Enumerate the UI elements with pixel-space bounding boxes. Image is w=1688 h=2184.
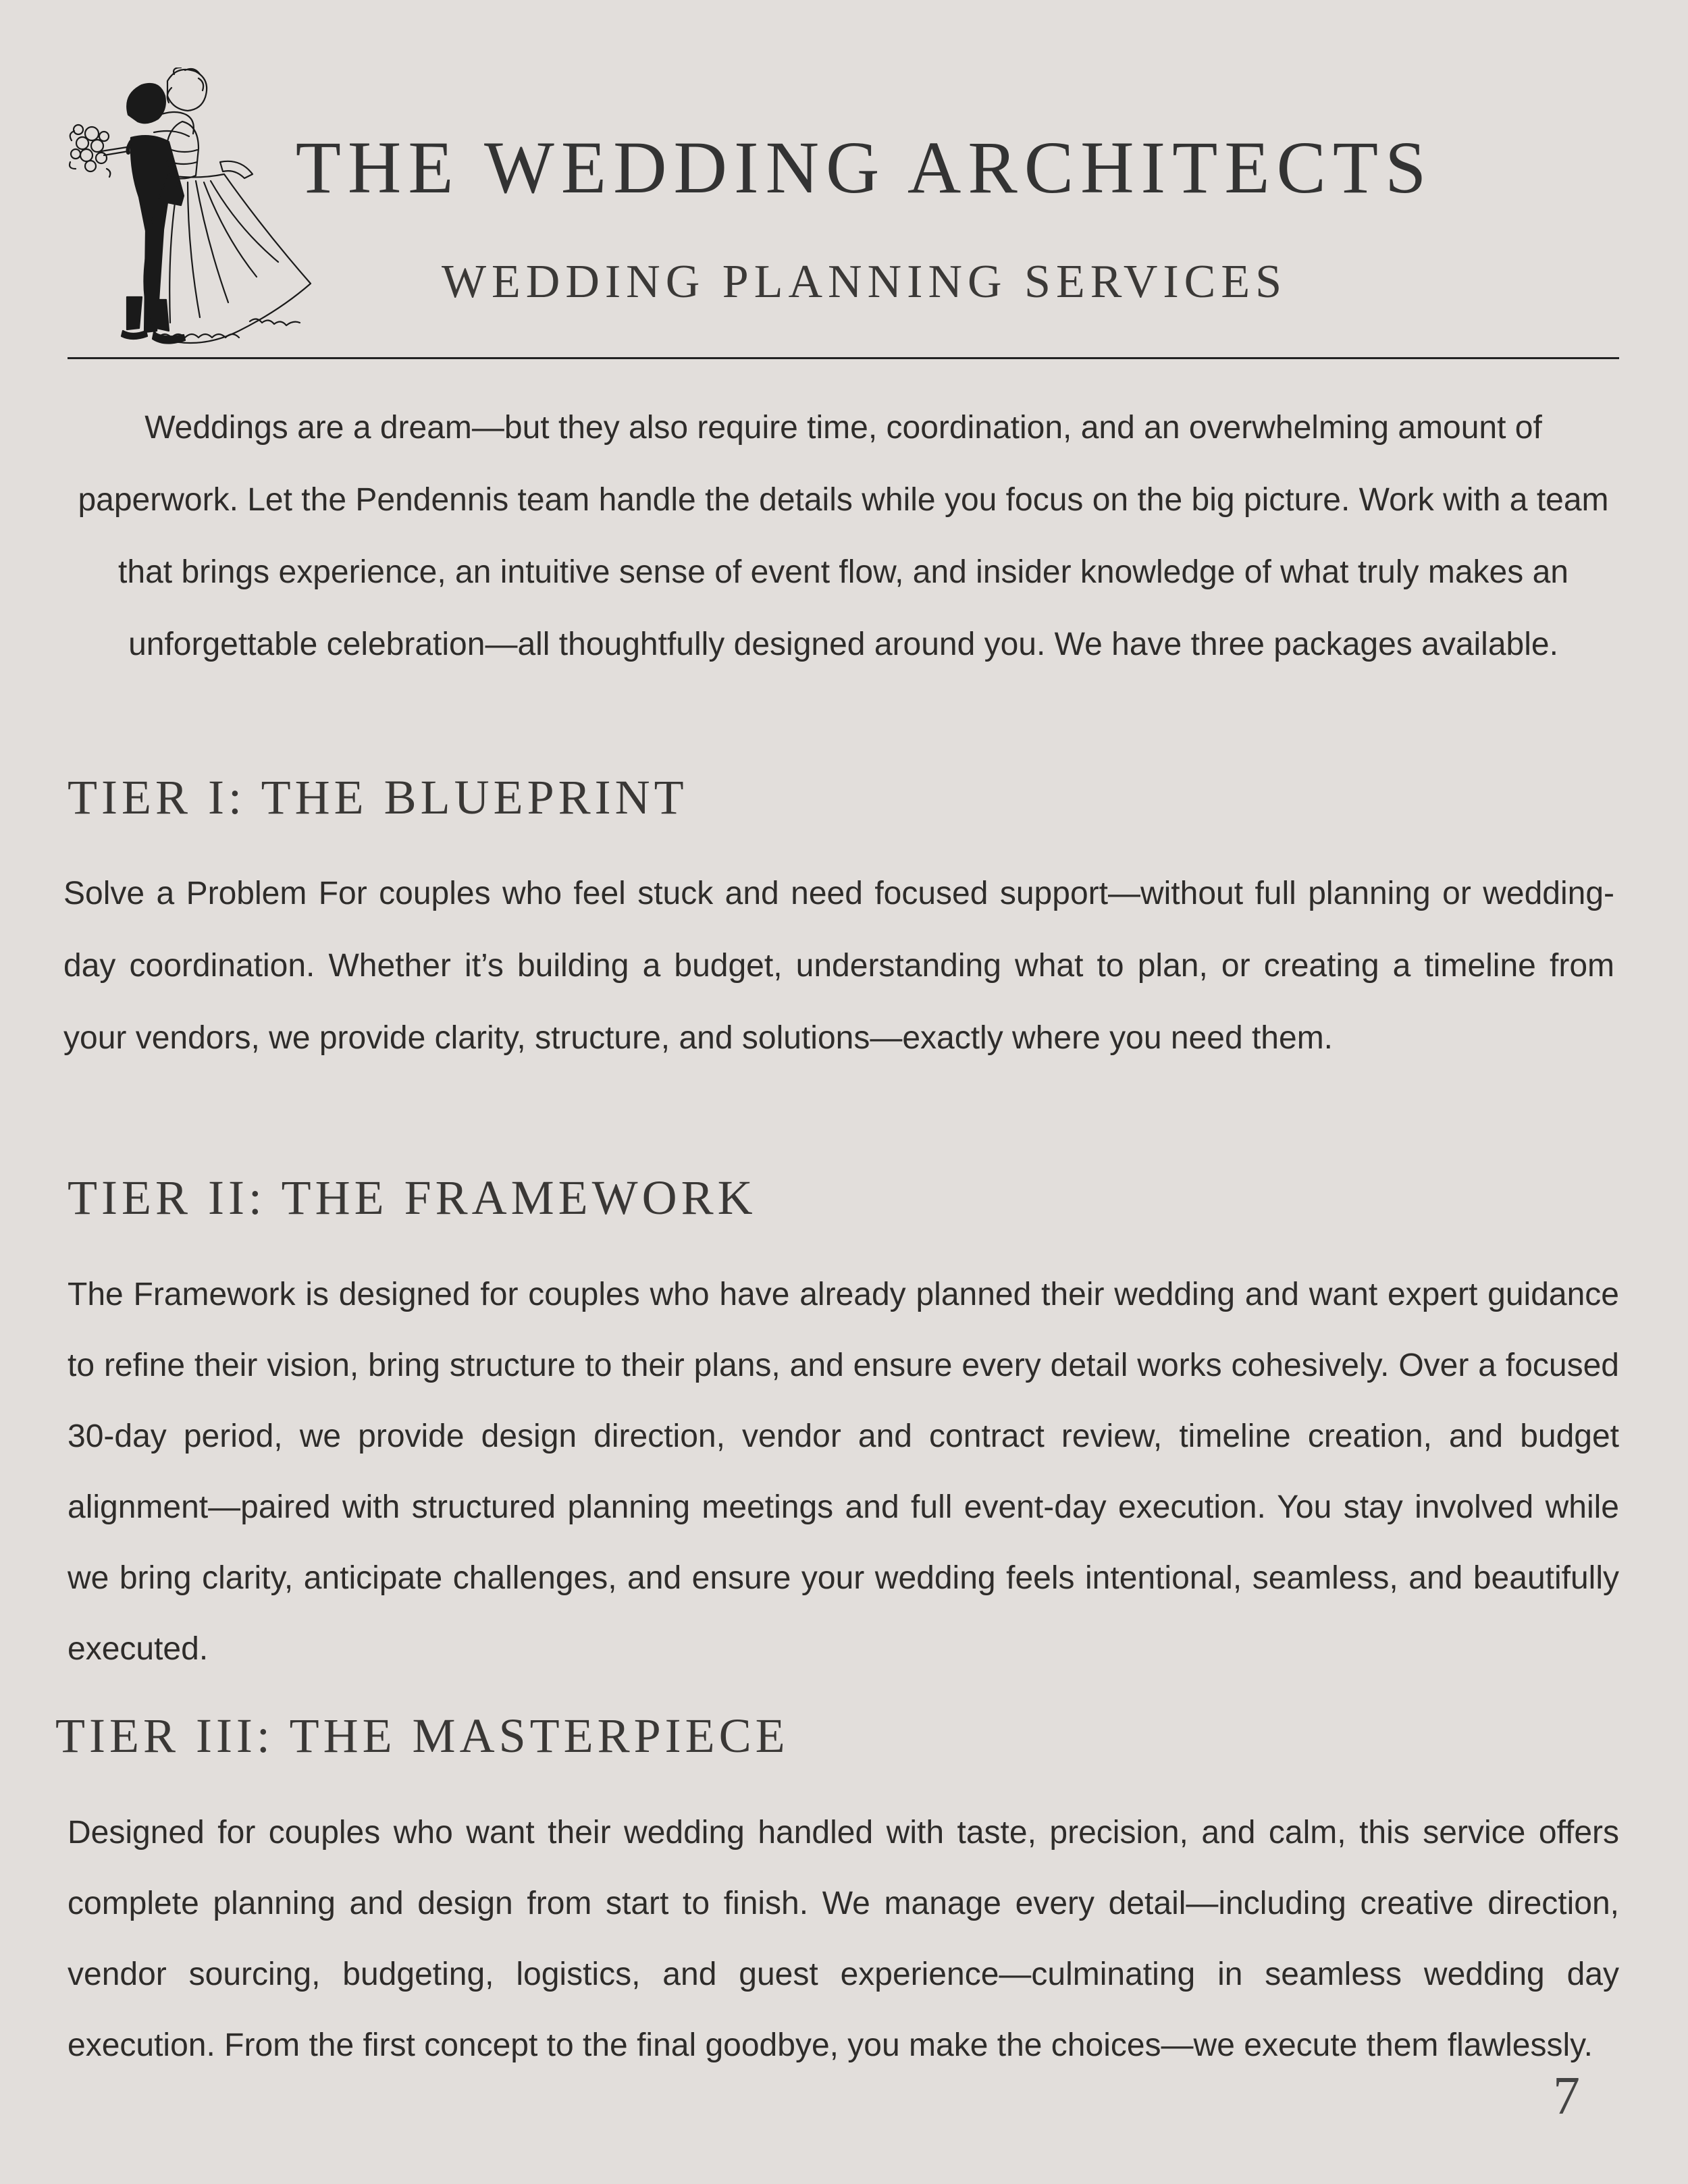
brand-title: THE WEDDING ARCHITECTS (295, 126, 1433, 209)
intro-paragraph: Weddings are a dream—but they also require time, coordination, and an overwhelming amount of paperwork. Let the Pendennis team handle the details while you focus on the big picture. Work with a team that brings experience, an intuitive sense of event flow, and insider knowledge of what truly makes an unforgettable celebration—all thoughtfully designed around you. We have three packages available. (78, 410, 1609, 662)
tier-2-heading: TIER II: THE FRAMEWORK (68, 1171, 757, 1225)
tier-3-heading: TIER III: THE MASTERPIECE (55, 1709, 789, 1763)
page-number: 7 (1553, 2067, 1580, 2126)
tier-3-description: Designed for couples who want their wedding handled with taste, precision, and calm, this service offers complete planning and design from start to finish. We manage every detail—including creative direction, vendor sourcing, budgeting, logistics, and guest experience—culminating in seamless wedding day execution. From the first concept to the final goodbye, you make the choices—we execute them flawlessly. (68, 1815, 1619, 2063)
tier-1-description: Solve a Problem For couples who feel stuck and need focused support—without full planning or wedding-day coordination. Whether it’s building a budget, understanding what to plan, or creating a timeline from your vendors, we provide clarity, structure, and solutions—exactly where you need them. (63, 876, 1614, 1056)
header-divider (68, 357, 1619, 359)
tier-1-heading: TIER I: THE BLUEPRINT (68, 770, 688, 824)
tier-2-description: The Framework is designed for couples who have already planned their wedding and want expert guidance to refine their vision, bring structure to their plans, and ensure every detail works cohesively. Over a focused 30-day period, we provide design direction, vendor and contract review, timeline creation, and budget alignment—paired with structured planning meetings and full event-day execution. You stay involved while we bring clarity, anticipate challenges, and ensure your wedding feels intentional, seamless, and beautifully executed. (68, 1277, 1619, 1667)
wedding-couple-illustration (66, 68, 317, 365)
brand-subtitle: WEDDING PLANNING SERVICES (441, 256, 1288, 308)
